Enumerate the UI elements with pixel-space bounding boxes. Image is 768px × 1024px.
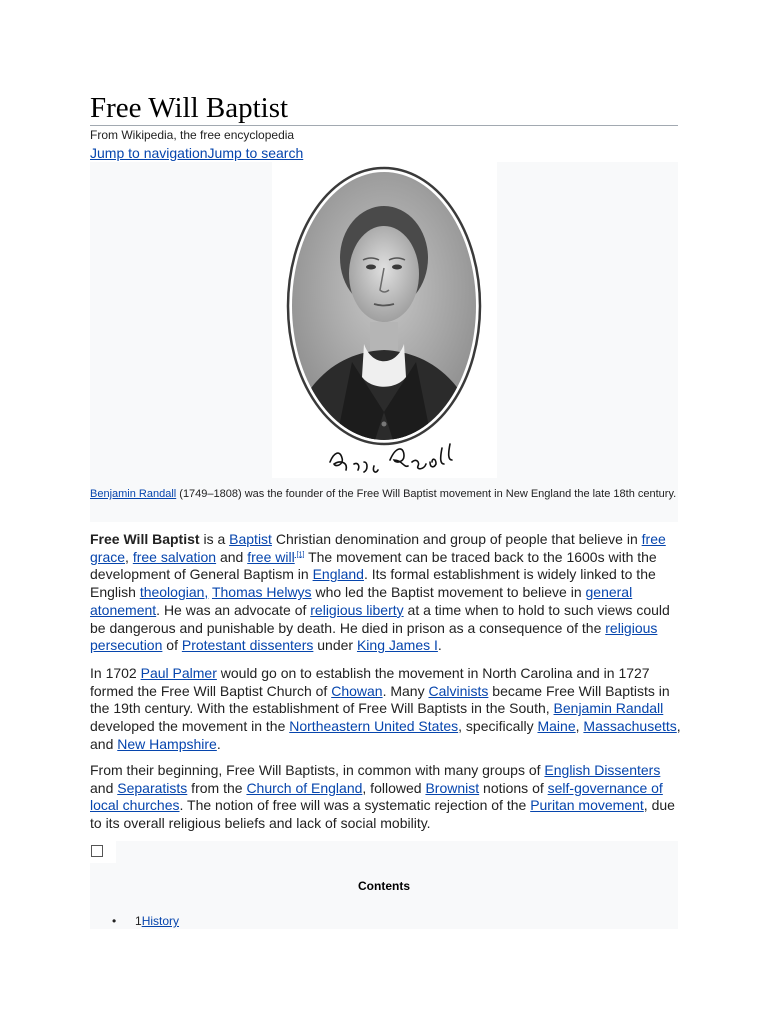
inline-link[interactable]: England [312, 566, 364, 583]
body-text: Christian denomination and group of people that believe in [271, 531, 642, 547]
jump-to-search-link[interactable]: Jump to search [207, 145, 304, 161]
infobox-caption [90, 484, 678, 505]
portrait-engraving [272, 162, 497, 478]
toc-item-history-link[interactable]: History [141, 914, 180, 928]
inline-link[interactable]: English Dissenters [544, 762, 661, 778]
body-text: , [575, 718, 584, 735]
body-text: From their beginning, Free Will Baptists, in common with many groups of [90, 762, 545, 778]
body-text: , and [90, 718, 681, 752]
inline-link[interactable]: New Hampshire [117, 735, 217, 752]
toc-toggle-checkbox[interactable] [91, 845, 103, 857]
body-text: and [216, 548, 248, 565]
table-of-contents [90, 841, 678, 929]
body-text: . [437, 637, 442, 654]
inline-link[interactable]: Paul Palmer [140, 665, 217, 681]
body-text: would go on to establish the movement in North Carolina and in 1727 formed the Free Will Baptist Church of [90, 665, 650, 699]
body-text: , due to its overall religious beliefs and lack of social mobility. [90, 797, 675, 832]
inline-link[interactable]: Church of England [246, 779, 363, 796]
body-text: . [216, 735, 221, 752]
caption-randall-link[interactable]: Benjamin Randall [90, 488, 177, 500]
toc-item-number: 1 [135, 914, 142, 928]
caption-text: (1749–1808) was the founder of the Free Will Baptist movement in New England the late 18th century. [176, 488, 677, 500]
inline-link[interactable]: Brownist [425, 779, 480, 796]
inline-link[interactable]: Thomas Helwys [211, 584, 312, 601]
body-text: at a time when to hold to such views could be dangerous and punishable by death. He died in prison as a consequence of the [90, 601, 670, 636]
inline-link[interactable]: Baptist [229, 531, 272, 547]
inline-link[interactable]: Calvinists [428, 682, 489, 699]
body-text: became Free Will Baptists in the 19th century. With the establishment of Free Will Baptists in the South, [90, 682, 670, 717]
bold-term: Free Will Baptist [90, 531, 200, 547]
body-text: , [125, 548, 133, 565]
beliefs-paragraph [90, 762, 682, 833]
body-text: , specifically [458, 718, 538, 735]
inline-link[interactable]: free grace [90, 531, 666, 565]
body-text: is a [199, 531, 230, 547]
toc-title: Contents [358, 879, 410, 893]
body-text: The movement can be traced back to the 1600s with the development of General Baptism in [90, 548, 657, 583]
inline-link[interactable]: King James I [356, 637, 438, 654]
body-text: In 1702 [90, 665, 141, 681]
inline-link[interactable]: Massachusetts [583, 718, 677, 735]
page-title: Free Will Baptist [90, 92, 289, 124]
jump-to-navigation-link[interactable]: Jump to navigation [90, 145, 208, 161]
body-text: developed the movement in the [90, 718, 290, 735]
inline-link[interactable]: Protestant dissenters [181, 637, 314, 654]
inline-link[interactable]: free salvation [132, 548, 217, 565]
body-text: of [162, 637, 182, 654]
inline-link[interactable]: Benjamin Randall [553, 700, 664, 717]
body-text: , followed [362, 779, 426, 796]
inline-link[interactable]: general atonement [90, 584, 633, 618]
bullet-icon: • [112, 914, 117, 928]
inline-link[interactable]: Separatists [117, 779, 188, 796]
title-divider [90, 125, 678, 126]
body-text: . Its formal establishment is widely linked to the English [90, 566, 656, 601]
body-text: under [313, 637, 357, 654]
body-text: . He was an advocate of [156, 601, 311, 618]
body-text: . The notion of free will was a systematic rejection of the [179, 797, 531, 814]
intro-paragraph [90, 531, 682, 655]
inline-link[interactable]: free will [247, 548, 295, 565]
body-text: from the [187, 779, 247, 796]
inline-link[interactable]: religious persecution [90, 619, 658, 654]
inline-link[interactable]: religious liberty [310, 601, 404, 618]
inline-link[interactable]: self-governance of local churches [90, 779, 663, 814]
inline-link[interactable]: Northeastern United States [289, 718, 459, 735]
inline-link[interactable]: Chowan [331, 682, 383, 699]
body-text: notions of [479, 779, 548, 796]
body-text: . Many [382, 682, 429, 699]
toc-toggle[interactable] [90, 841, 116, 863]
inline-link[interactable]: Puritan movement [530, 797, 644, 814]
citation-ref[interactable]: [1] [294, 551, 305, 559]
body-text: and [90, 779, 118, 796]
inline-link[interactable]: theologian, [139, 584, 209, 601]
benjamin-randall-portrait[interactable] [272, 162, 497, 478]
jump-links [90, 145, 303, 162]
site-tagline: From Wikipedia, the free encyclopedia [90, 128, 295, 142]
body-text: who led the Baptist movement to believe in [311, 584, 586, 601]
inline-link[interactable]: Maine [537, 718, 576, 735]
randall-signature [330, 444, 452, 472]
history-paragraph [90, 665, 682, 754]
